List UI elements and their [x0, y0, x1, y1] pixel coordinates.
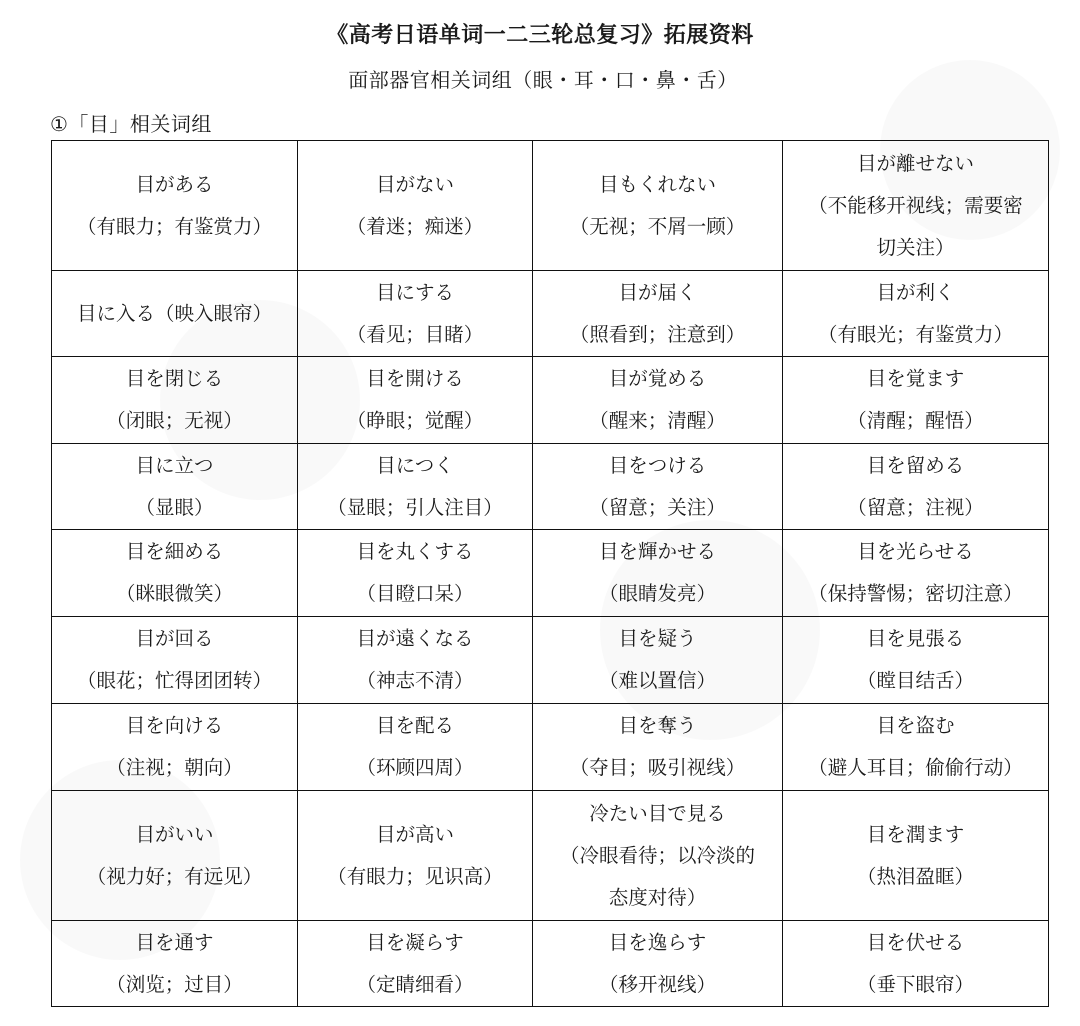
- meaning-text: （瞠目结舌）: [856, 669, 974, 692]
- term-text: 目もくれない: [598, 172, 716, 196]
- table-cell: [52, 357, 298, 444]
- table-cell: [533, 704, 783, 791]
- term-text: 目につく: [376, 453, 454, 477]
- meaning-text: （浏览；过目）: [106, 972, 243, 996]
- term-text: 目を凝らす: [366, 930, 464, 954]
- table-cell: [298, 357, 533, 444]
- term-text: 冷たい目で見る: [589, 801, 726, 825]
- term-text: 目を逸らす: [608, 930, 707, 954]
- term-text: 目を疑う: [618, 627, 697, 650]
- table-cell: [783, 791, 1049, 921]
- meaning-text: （有眼力；见识高）: [327, 864, 503, 888]
- meaning-text: （夺目；吸引视线）: [569, 756, 746, 779]
- meaning-text: （神志不清）: [356, 669, 474, 692]
- term-text: 目を覚ます: [866, 367, 965, 390]
- meaning-text: （睁眼；觉醒）: [346, 409, 484, 432]
- table-cell: [52, 921, 298, 1007]
- term-text: 目が回る: [135, 627, 214, 650]
- term-text: 目を向ける: [125, 714, 224, 737]
- term-text: 目を見張る: [866, 627, 965, 650]
- table-cell: [533, 791, 783, 921]
- term-text: 目が覚める: [608, 367, 707, 390]
- meaning-text: （眼睛发亮）: [598, 582, 716, 605]
- meaning-text: （醒来；清醒）: [589, 409, 726, 432]
- table-cell: [298, 921, 533, 1007]
- term-text: 目がない: [375, 172, 454, 196]
- table-cell: [783, 921, 1049, 1007]
- section-heading: ①「目」相关词组: [50, 112, 212, 136]
- document-title: 《高考日语单词一二三轮总复习》拓展资料: [326, 23, 754, 48]
- meaning-text: （视力好；有远见）: [86, 864, 263, 888]
- table-cell: [533, 141, 783, 271]
- meaning-text: （定睛细看）: [356, 972, 474, 996]
- meaning-text: （保持警惕；密切注意）: [808, 582, 1023, 605]
- table-cell: [533, 444, 783, 530]
- table-row: [52, 617, 1049, 704]
- term-text: 目に立つ: [135, 453, 214, 477]
- table-row: [52, 357, 1049, 444]
- table-cell: [533, 357, 783, 444]
- term-text: 目を光らせる: [857, 540, 974, 563]
- meaning-text: （照看到；注意到）: [569, 322, 746, 346]
- term-text: 目を伏せる: [866, 930, 965, 954]
- table-row: [52, 444, 1049, 530]
- term-text: 目を輝かせる: [598, 540, 716, 563]
- term-text: 目を閉じる: [125, 367, 224, 390]
- term-text: 目がいい: [135, 822, 214, 846]
- meaning-text: （清醒；醒悟）: [847, 409, 984, 432]
- meaning-text: （冷眼看待；以冷淡的: [559, 843, 755, 867]
- term-text: 目がある: [135, 172, 214, 196]
- table-cell: [783, 704, 1049, 791]
- table-row: [52, 704, 1049, 791]
- table-cell: [783, 530, 1049, 617]
- meaning-text: （留意；关注）: [589, 495, 726, 519]
- meaning-text: （闭眼；无视）: [106, 409, 243, 432]
- term-text: 目を盗む: [876, 714, 955, 737]
- term-text: 目を配る: [375, 714, 454, 737]
- meaning-text: （目瞪口呆）: [356, 582, 474, 605]
- meaning-text: （垂下眼帘）: [856, 972, 974, 996]
- meaning-text: （留意；注视）: [847, 495, 984, 519]
- table-cell: [783, 617, 1049, 704]
- table-cell: [298, 530, 533, 617]
- meaning-text: （眯眼微笑）: [115, 582, 233, 605]
- meaning-text: （移开视线）: [598, 972, 716, 996]
- meaning-text: （眼花；忙得团团转）: [76, 669, 272, 692]
- term-text: 目が高い: [375, 822, 454, 846]
- meaning-text: 态度对待）: [608, 885, 707, 909]
- meaning-text: （难以置信）: [598, 669, 716, 692]
- term-text: 目を潤ます: [866, 822, 965, 846]
- meaning-text: （有眼力；有鉴赏力）: [76, 214, 272, 238]
- meaning-text: （不能移开视线；需要密: [808, 193, 1023, 217]
- term-text: 目を留める: [866, 453, 965, 477]
- table-cell: [52, 704, 298, 791]
- table-cell: [298, 704, 533, 791]
- table-cell: [783, 357, 1049, 444]
- term-text: 目をつける: [608, 453, 707, 477]
- vocabulary-table-body: [52, 141, 1049, 1007]
- term-text: 目を開ける: [366, 367, 464, 390]
- meaning-text: （避人耳目；偷偷行动）: [808, 756, 1023, 779]
- table-cell: [533, 530, 783, 617]
- table-row: [52, 791, 1049, 921]
- table-cell: [52, 141, 298, 271]
- term-text: 目が届く: [618, 280, 697, 304]
- meaning-text: （无视；不屑一顾）: [569, 214, 746, 238]
- table-cell: [52, 444, 298, 530]
- table-cell: [783, 271, 1049, 357]
- table-cell: [298, 141, 533, 271]
- table-cell: [533, 921, 783, 1007]
- meaning-text: （注视；朝向）: [106, 756, 243, 779]
- term-text: 目を通す: [135, 930, 214, 954]
- meaning-text: （显眼）: [135, 495, 214, 519]
- table-cell: [298, 617, 533, 704]
- table-row: [52, 921, 1049, 1007]
- table-cell: [533, 617, 783, 704]
- document-subtitle: 面部器官相关词组（眼・耳・口・鼻・舌）: [348, 68, 738, 92]
- meaning-text: 切关注）: [876, 235, 955, 259]
- term-text: 目を奪う: [618, 714, 697, 737]
- vocabulary-table: [51, 140, 1049, 1007]
- term-text: 目が遠くなる: [356, 627, 474, 650]
- table-cell: [52, 530, 298, 617]
- table-cell: [533, 271, 783, 357]
- term-text: 目が離せない: [856, 151, 974, 175]
- term-text: 目が利く: [876, 280, 955, 304]
- table-cell: [783, 141, 1049, 271]
- table-cell: [52, 617, 298, 704]
- meaning-text: （有眼光；有鉴赏力）: [817, 322, 1013, 346]
- term-text: 目にする: [375, 280, 454, 304]
- table-cell: [52, 791, 298, 921]
- meaning-text: （环顾四周）: [356, 756, 474, 779]
- meaning-text: （着迷；痴迷）: [346, 214, 484, 238]
- table-row: [52, 271, 1049, 357]
- table-cell: [298, 271, 533, 357]
- term-text: 目を丸くする: [356, 540, 474, 563]
- table-cell: [298, 444, 533, 530]
- meaning-text: （看见；目睹）: [346, 322, 484, 346]
- table-cell: [298, 791, 533, 921]
- meaning-text: （显眼；引人注目）: [327, 495, 503, 519]
- meaning-text: （热泪盈眶）: [856, 864, 974, 888]
- term-text: 目を細める: [125, 540, 224, 563]
- term-text: 目に入る（映入眼帘）: [76, 301, 272, 325]
- table-cell: [783, 444, 1049, 530]
- table-row: [52, 530, 1049, 617]
- table-cell: [52, 271, 298, 357]
- table-row: [52, 141, 1049, 271]
